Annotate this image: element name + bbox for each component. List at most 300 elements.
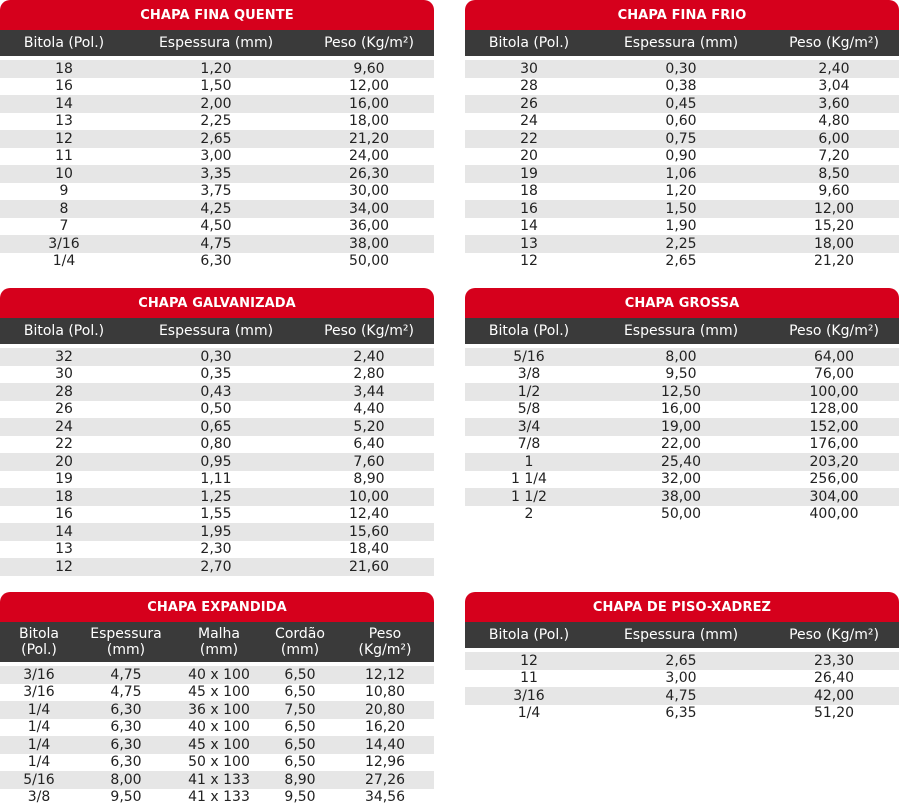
table-cell: 9 xyxy=(0,183,128,199)
table-cell: 8,90 xyxy=(264,772,336,788)
table-cell: 22,00 xyxy=(593,436,769,452)
header-line: Espessura xyxy=(78,626,174,642)
header-espessura: Espessura (mm) xyxy=(128,35,304,51)
table-row xyxy=(0,401,434,419)
table-cell: 50,00 xyxy=(593,506,769,522)
table-cell: 38,00 xyxy=(304,236,434,252)
table-cell: 1/2 xyxy=(465,384,593,400)
table-cell: 9,60 xyxy=(769,183,899,199)
table-cell: 27,26 xyxy=(336,772,434,788)
table-header xyxy=(465,622,899,648)
table-cell: 18,00 xyxy=(769,236,899,252)
table-cell: 21,20 xyxy=(769,253,899,269)
table-cell: 7,50 xyxy=(264,702,336,718)
table-cell: 18,00 xyxy=(304,113,434,129)
table-cell: 1,25 xyxy=(128,489,304,505)
table-cell: 4,75 xyxy=(78,667,174,683)
table-cell: 14 xyxy=(465,218,593,234)
header-peso: Peso (Kg/m²) xyxy=(769,627,899,643)
table-chapa-grossa xyxy=(465,288,899,523)
table-row xyxy=(465,95,899,113)
table-cell: 4,25 xyxy=(128,201,304,217)
table-row xyxy=(0,148,434,166)
table-cell: 36 x 100 xyxy=(174,702,264,718)
table-cell: 24 xyxy=(0,419,128,435)
table-cell: 1 xyxy=(465,454,593,470)
table-chapa-galvanizada xyxy=(0,288,434,576)
table-cell: 25,40 xyxy=(593,454,769,470)
table-row xyxy=(465,148,899,166)
table-cell: 3,04 xyxy=(769,78,899,94)
table-cell: 50 x 100 xyxy=(174,754,264,770)
table-cell: 20 xyxy=(465,148,593,164)
table-row xyxy=(465,253,899,271)
table-cell: 28 xyxy=(0,384,128,400)
table-cell: 0,60 xyxy=(593,113,769,129)
table-cell: 16 xyxy=(0,78,128,94)
table-cell: 6,50 xyxy=(264,719,336,735)
header-bitola: Bitola (Pol.) xyxy=(0,323,128,339)
table-body xyxy=(465,348,899,523)
table-cell: 1/4 xyxy=(0,737,78,753)
table-cell: 20 xyxy=(0,454,128,470)
table-cell: 32,00 xyxy=(593,471,769,487)
table-cell: 6,30 xyxy=(78,702,174,718)
table-cell: 2,30 xyxy=(128,541,304,557)
table-cell: 16,20 xyxy=(336,719,434,735)
table-cell: 2,25 xyxy=(128,113,304,129)
table-cell: 5,20 xyxy=(304,419,434,435)
table-row xyxy=(465,488,899,506)
header-cordao xyxy=(264,626,336,658)
header-line: (mm) xyxy=(264,642,336,658)
table-cell: 6,30 xyxy=(78,719,174,735)
header-bitola: Bitola (Pol.) xyxy=(465,323,593,339)
header-line: (mm) xyxy=(78,642,174,658)
table-cell: 51,20 xyxy=(769,705,899,721)
table-chapa-fina-quente xyxy=(0,0,434,270)
table-cell: 12 xyxy=(0,131,128,147)
table-cell: 1 1/2 xyxy=(465,489,593,505)
table-cell: 3,75 xyxy=(128,183,304,199)
table-row xyxy=(465,165,899,183)
table-row xyxy=(465,78,899,96)
header-peso: Peso (Kg/m²) xyxy=(304,35,434,51)
table-cell: 16 xyxy=(465,201,593,217)
table-cell: 5/8 xyxy=(465,401,593,417)
table-cell: 41 x 133 xyxy=(174,772,264,788)
table-chapa-expandida xyxy=(0,592,434,806)
table-cell: 1/4 xyxy=(0,754,78,770)
table-chapa-piso-xadrez xyxy=(465,592,899,722)
table-cell: 28 xyxy=(465,78,593,94)
table-cell: 12 xyxy=(465,253,593,269)
table-cell: 9,60 xyxy=(304,61,434,77)
table-cell: 42,00 xyxy=(769,688,899,704)
table-header xyxy=(0,622,434,662)
table-cell: 16,00 xyxy=(304,96,434,112)
table-cell: 45 x 100 xyxy=(174,684,264,700)
table-cell: 30 xyxy=(0,366,128,382)
table-cell: 176,00 xyxy=(769,436,899,452)
table-header xyxy=(0,30,434,56)
table-cell: 24,00 xyxy=(304,148,434,164)
table-cell: 6,00 xyxy=(769,131,899,147)
table-row xyxy=(0,200,434,218)
table-cell: 4,75 xyxy=(78,684,174,700)
table-cell: 12,00 xyxy=(769,201,899,217)
header-bitola: Bitola (Pol.) xyxy=(465,35,593,51)
table-cell: 22 xyxy=(465,131,593,147)
table-cell: 18 xyxy=(465,183,593,199)
table-cell: 10 xyxy=(0,166,128,182)
table-cell: 1 1/4 xyxy=(465,471,593,487)
table-cell: 3/4 xyxy=(465,419,593,435)
table-cell: 128,00 xyxy=(769,401,899,417)
table-row xyxy=(465,418,899,436)
table-cell: 2,40 xyxy=(304,349,434,365)
header-malha xyxy=(174,626,264,658)
table-cell: 2,65 xyxy=(128,131,304,147)
table-row xyxy=(465,183,899,201)
table-cell: 10,80 xyxy=(336,684,434,700)
table-cell: 18,40 xyxy=(304,541,434,557)
table-row xyxy=(0,701,434,719)
table-row xyxy=(465,348,899,366)
table-row xyxy=(0,218,434,236)
table-cell: 1,90 xyxy=(593,218,769,234)
table-cell: 45 x 100 xyxy=(174,737,264,753)
table-cell: 14,40 xyxy=(336,737,434,753)
header-peso: Peso (Kg/m²) xyxy=(769,323,899,339)
table-cell: 5/16 xyxy=(465,349,593,365)
table-cell: 1/4 xyxy=(0,719,78,735)
table-cell: 3/8 xyxy=(465,366,593,382)
table-row xyxy=(465,401,899,419)
table-header xyxy=(465,30,899,56)
table-cell: 1,95 xyxy=(128,524,304,540)
table-row xyxy=(465,705,899,723)
table-row xyxy=(465,113,899,131)
table-cell: 12 xyxy=(0,559,128,575)
table-row xyxy=(0,754,434,772)
table-row xyxy=(0,95,434,113)
table-cell: 12,50 xyxy=(593,384,769,400)
table-cell: 400,00 xyxy=(769,506,899,522)
table-cell: 0,50 xyxy=(128,401,304,417)
table-cell: 3,60 xyxy=(769,96,899,112)
table-cell: 12,00 xyxy=(304,78,434,94)
table-cell: 2,65 xyxy=(593,653,769,669)
table-cell: 1/4 xyxy=(0,702,78,718)
table-row xyxy=(0,506,434,524)
table-cell: 14 xyxy=(0,96,128,112)
table-cell: 2,40 xyxy=(769,61,899,77)
table-title: CHAPA FINA QUENTE xyxy=(0,0,434,30)
table-cell: 3,44 xyxy=(304,384,434,400)
table-row xyxy=(0,436,434,454)
table-cell: 13 xyxy=(465,236,593,252)
table-cell: 19 xyxy=(0,471,128,487)
table-cell: 152,00 xyxy=(769,419,899,435)
table-cell: 13 xyxy=(0,541,128,557)
table-cell: 2,00 xyxy=(128,96,304,112)
table-cell: 40 x 100 xyxy=(174,719,264,735)
table-cell: 3,00 xyxy=(593,670,769,686)
table-cell: 40 x 100 xyxy=(174,667,264,683)
table-cell: 8,50 xyxy=(769,166,899,182)
table-body xyxy=(465,60,899,270)
table-cell: 1,50 xyxy=(593,201,769,217)
table-cell: 16 xyxy=(0,506,128,522)
table-cell: 0,95 xyxy=(128,454,304,470)
table-cell: 6,50 xyxy=(264,684,336,700)
table-row xyxy=(0,684,434,702)
table-row xyxy=(465,235,899,253)
table-row xyxy=(0,541,434,559)
table-cell: 0,35 xyxy=(128,366,304,382)
table-cell: 8 xyxy=(0,201,128,217)
table-cell: 3,35 xyxy=(128,166,304,182)
header-peso xyxy=(336,626,434,658)
table-cell: 12 xyxy=(465,653,593,669)
header-line: Malha xyxy=(174,626,264,642)
table-cell: 32 xyxy=(0,349,128,365)
table-cell: 3/16 xyxy=(465,688,593,704)
table-cell: 76,00 xyxy=(769,366,899,382)
table-cell: 3/16 xyxy=(0,236,128,252)
table-row xyxy=(0,666,434,684)
header-espessura: Espessura (mm) xyxy=(128,323,304,339)
table-cell: 18 xyxy=(0,61,128,77)
table-cell: 23,30 xyxy=(769,653,899,669)
table-row xyxy=(0,113,434,131)
table-cell: 203,20 xyxy=(769,454,899,470)
table-body xyxy=(0,60,434,270)
table-row xyxy=(0,488,434,506)
table-cell: 38,00 xyxy=(593,489,769,505)
table-cell: 2,70 xyxy=(128,559,304,575)
table-cell: 0,45 xyxy=(593,96,769,112)
table-cell: 11 xyxy=(465,670,593,686)
table-cell: 0,38 xyxy=(593,78,769,94)
table-cell: 6,40 xyxy=(304,436,434,452)
table-cell: 1,06 xyxy=(593,166,769,182)
table-cell: 26,30 xyxy=(304,166,434,182)
table-row xyxy=(465,471,899,489)
table-cell: 0,75 xyxy=(593,131,769,147)
table-title: CHAPA EXPANDIDA xyxy=(0,592,434,622)
table-cell: 6,50 xyxy=(264,737,336,753)
table-cell: 6,35 xyxy=(593,705,769,721)
header-peso: Peso (Kg/m²) xyxy=(769,35,899,51)
table-cell: 0,90 xyxy=(593,148,769,164)
table-cell: 3/8 xyxy=(0,789,78,805)
table-row xyxy=(0,183,434,201)
table-cell: 6,50 xyxy=(264,754,336,770)
table-row xyxy=(0,235,434,253)
table-cell: 64,00 xyxy=(769,349,899,365)
table-cell: 8,00 xyxy=(78,772,174,788)
header-espessura xyxy=(78,626,174,658)
table-cell: 22 xyxy=(0,436,128,452)
table-cell: 3/16 xyxy=(0,684,78,700)
table-row xyxy=(465,670,899,688)
table-cell: 0,30 xyxy=(593,61,769,77)
table-row xyxy=(465,200,899,218)
table-cell: 7,60 xyxy=(304,454,434,470)
table-title: CHAPA GROSSA xyxy=(465,288,899,318)
table-cell: 30 xyxy=(465,61,593,77)
table-row xyxy=(465,60,899,78)
header-line: (mm) xyxy=(174,642,264,658)
table-cell: 4,80 xyxy=(769,113,899,129)
table-cell: 19 xyxy=(465,166,593,182)
table-cell: 1/4 xyxy=(465,705,593,721)
table-row xyxy=(465,687,899,705)
table-row xyxy=(465,218,899,236)
table-cell: 3/16 xyxy=(0,667,78,683)
table-row xyxy=(465,383,899,401)
table-cell: 10,00 xyxy=(304,489,434,505)
table-cell: 4,50 xyxy=(128,218,304,234)
table-row xyxy=(0,789,434,806)
table-cell: 12,12 xyxy=(336,667,434,683)
table-row xyxy=(0,130,434,148)
table-cell: 7 xyxy=(0,218,128,234)
table-cell: 1,11 xyxy=(128,471,304,487)
table-header xyxy=(0,318,434,344)
table-row xyxy=(0,771,434,789)
table-row xyxy=(0,253,434,271)
table-cell: 26 xyxy=(0,401,128,417)
table-title: CHAPA FINA FRIO xyxy=(465,0,899,30)
table-cell: 9,50 xyxy=(78,789,174,805)
table-cell: 2,65 xyxy=(593,253,769,269)
table-cell: 7/8 xyxy=(465,436,593,452)
table-row xyxy=(465,436,899,454)
table-cell: 12,40 xyxy=(304,506,434,522)
table-cell: 21,20 xyxy=(304,131,434,147)
table-cell: 6,30 xyxy=(128,253,304,269)
table-cell: 15,60 xyxy=(304,524,434,540)
table-cell: 5/16 xyxy=(0,772,78,788)
table-cell: 1,55 xyxy=(128,506,304,522)
table-cell: 2 xyxy=(465,506,593,522)
table-row xyxy=(0,523,434,541)
table-cell: 26,40 xyxy=(769,670,899,686)
table-row xyxy=(0,736,434,754)
table-row xyxy=(465,652,899,670)
table-cell: 0,65 xyxy=(128,419,304,435)
table-cell: 256,00 xyxy=(769,471,899,487)
table-row xyxy=(0,719,434,737)
table-row xyxy=(0,558,434,576)
table-row xyxy=(0,60,434,78)
header-line: Cordão xyxy=(264,626,336,642)
table-cell: 1,20 xyxy=(593,183,769,199)
table-cell: 1/4 xyxy=(0,253,128,269)
table-cell: 0,30 xyxy=(128,349,304,365)
table-cell: 20,80 xyxy=(336,702,434,718)
table-title: CHAPA GALVANIZADA xyxy=(0,288,434,318)
table-cell: 9,50 xyxy=(264,789,336,805)
table-title: CHAPA DE PISO-XADREZ xyxy=(465,592,899,622)
table-cell: 8,00 xyxy=(593,349,769,365)
table-cell: 41 x 133 xyxy=(174,789,264,805)
table-cell: 34,56 xyxy=(336,789,434,805)
header-bitola: Bitola (Pol.) xyxy=(465,627,593,643)
table-cell: 0,80 xyxy=(128,436,304,452)
table-cell: 26 xyxy=(465,96,593,112)
header-bitola: Bitola (Pol.) xyxy=(0,35,128,51)
table-cell: 50,00 xyxy=(304,253,434,269)
table-chapa-fina-frio xyxy=(465,0,899,270)
table-body xyxy=(0,666,434,806)
header-espessura: Espessura (mm) xyxy=(593,323,769,339)
header-line: (Kg/m²) xyxy=(336,642,434,658)
table-row xyxy=(0,471,434,489)
table-row xyxy=(465,453,899,471)
table-row xyxy=(0,418,434,436)
table-cell: 3,00 xyxy=(128,148,304,164)
header-line: Bitola xyxy=(0,626,78,642)
table-cell: 15,20 xyxy=(769,218,899,234)
table-row xyxy=(465,506,899,524)
table-row xyxy=(465,130,899,148)
header-espessura: Espessura (mm) xyxy=(593,35,769,51)
table-cell: 14 xyxy=(0,524,128,540)
table-header xyxy=(465,318,899,344)
table-body xyxy=(465,652,899,722)
table-cell: 19,00 xyxy=(593,419,769,435)
table-cell: 6,50 xyxy=(264,667,336,683)
table-row xyxy=(0,366,434,384)
table-cell: 2,25 xyxy=(593,236,769,252)
table-body xyxy=(0,348,434,576)
table-row xyxy=(0,348,434,366)
table-cell: 1,20 xyxy=(128,61,304,77)
table-row xyxy=(0,383,434,401)
header-bitola xyxy=(0,626,78,658)
table-cell: 6,30 xyxy=(78,754,174,770)
table-cell: 6,30 xyxy=(78,737,174,753)
table-cell: 1,50 xyxy=(128,78,304,94)
table-cell: 0,43 xyxy=(128,384,304,400)
header-peso: Peso (Kg/m²) xyxy=(304,323,434,339)
table-cell: 16,00 xyxy=(593,401,769,417)
header-line: Peso xyxy=(336,626,434,642)
table-cell: 24 xyxy=(465,113,593,129)
table-row xyxy=(0,453,434,471)
table-cell: 21,60 xyxy=(304,559,434,575)
table-row xyxy=(0,165,434,183)
table-row xyxy=(0,78,434,96)
table-cell: 34,00 xyxy=(304,201,434,217)
table-cell: 13 xyxy=(0,113,128,129)
table-cell: 9,50 xyxy=(593,366,769,382)
table-cell: 11 xyxy=(0,148,128,164)
table-cell: 4,40 xyxy=(304,401,434,417)
table-cell: 4,75 xyxy=(593,688,769,704)
header-line: (Pol.) xyxy=(0,642,78,658)
table-cell: 12,96 xyxy=(336,754,434,770)
table-cell: 100,00 xyxy=(769,384,899,400)
table-cell: 304,00 xyxy=(769,489,899,505)
table-cell: 30,00 xyxy=(304,183,434,199)
table-row xyxy=(465,366,899,384)
table-cell: 18 xyxy=(0,489,128,505)
